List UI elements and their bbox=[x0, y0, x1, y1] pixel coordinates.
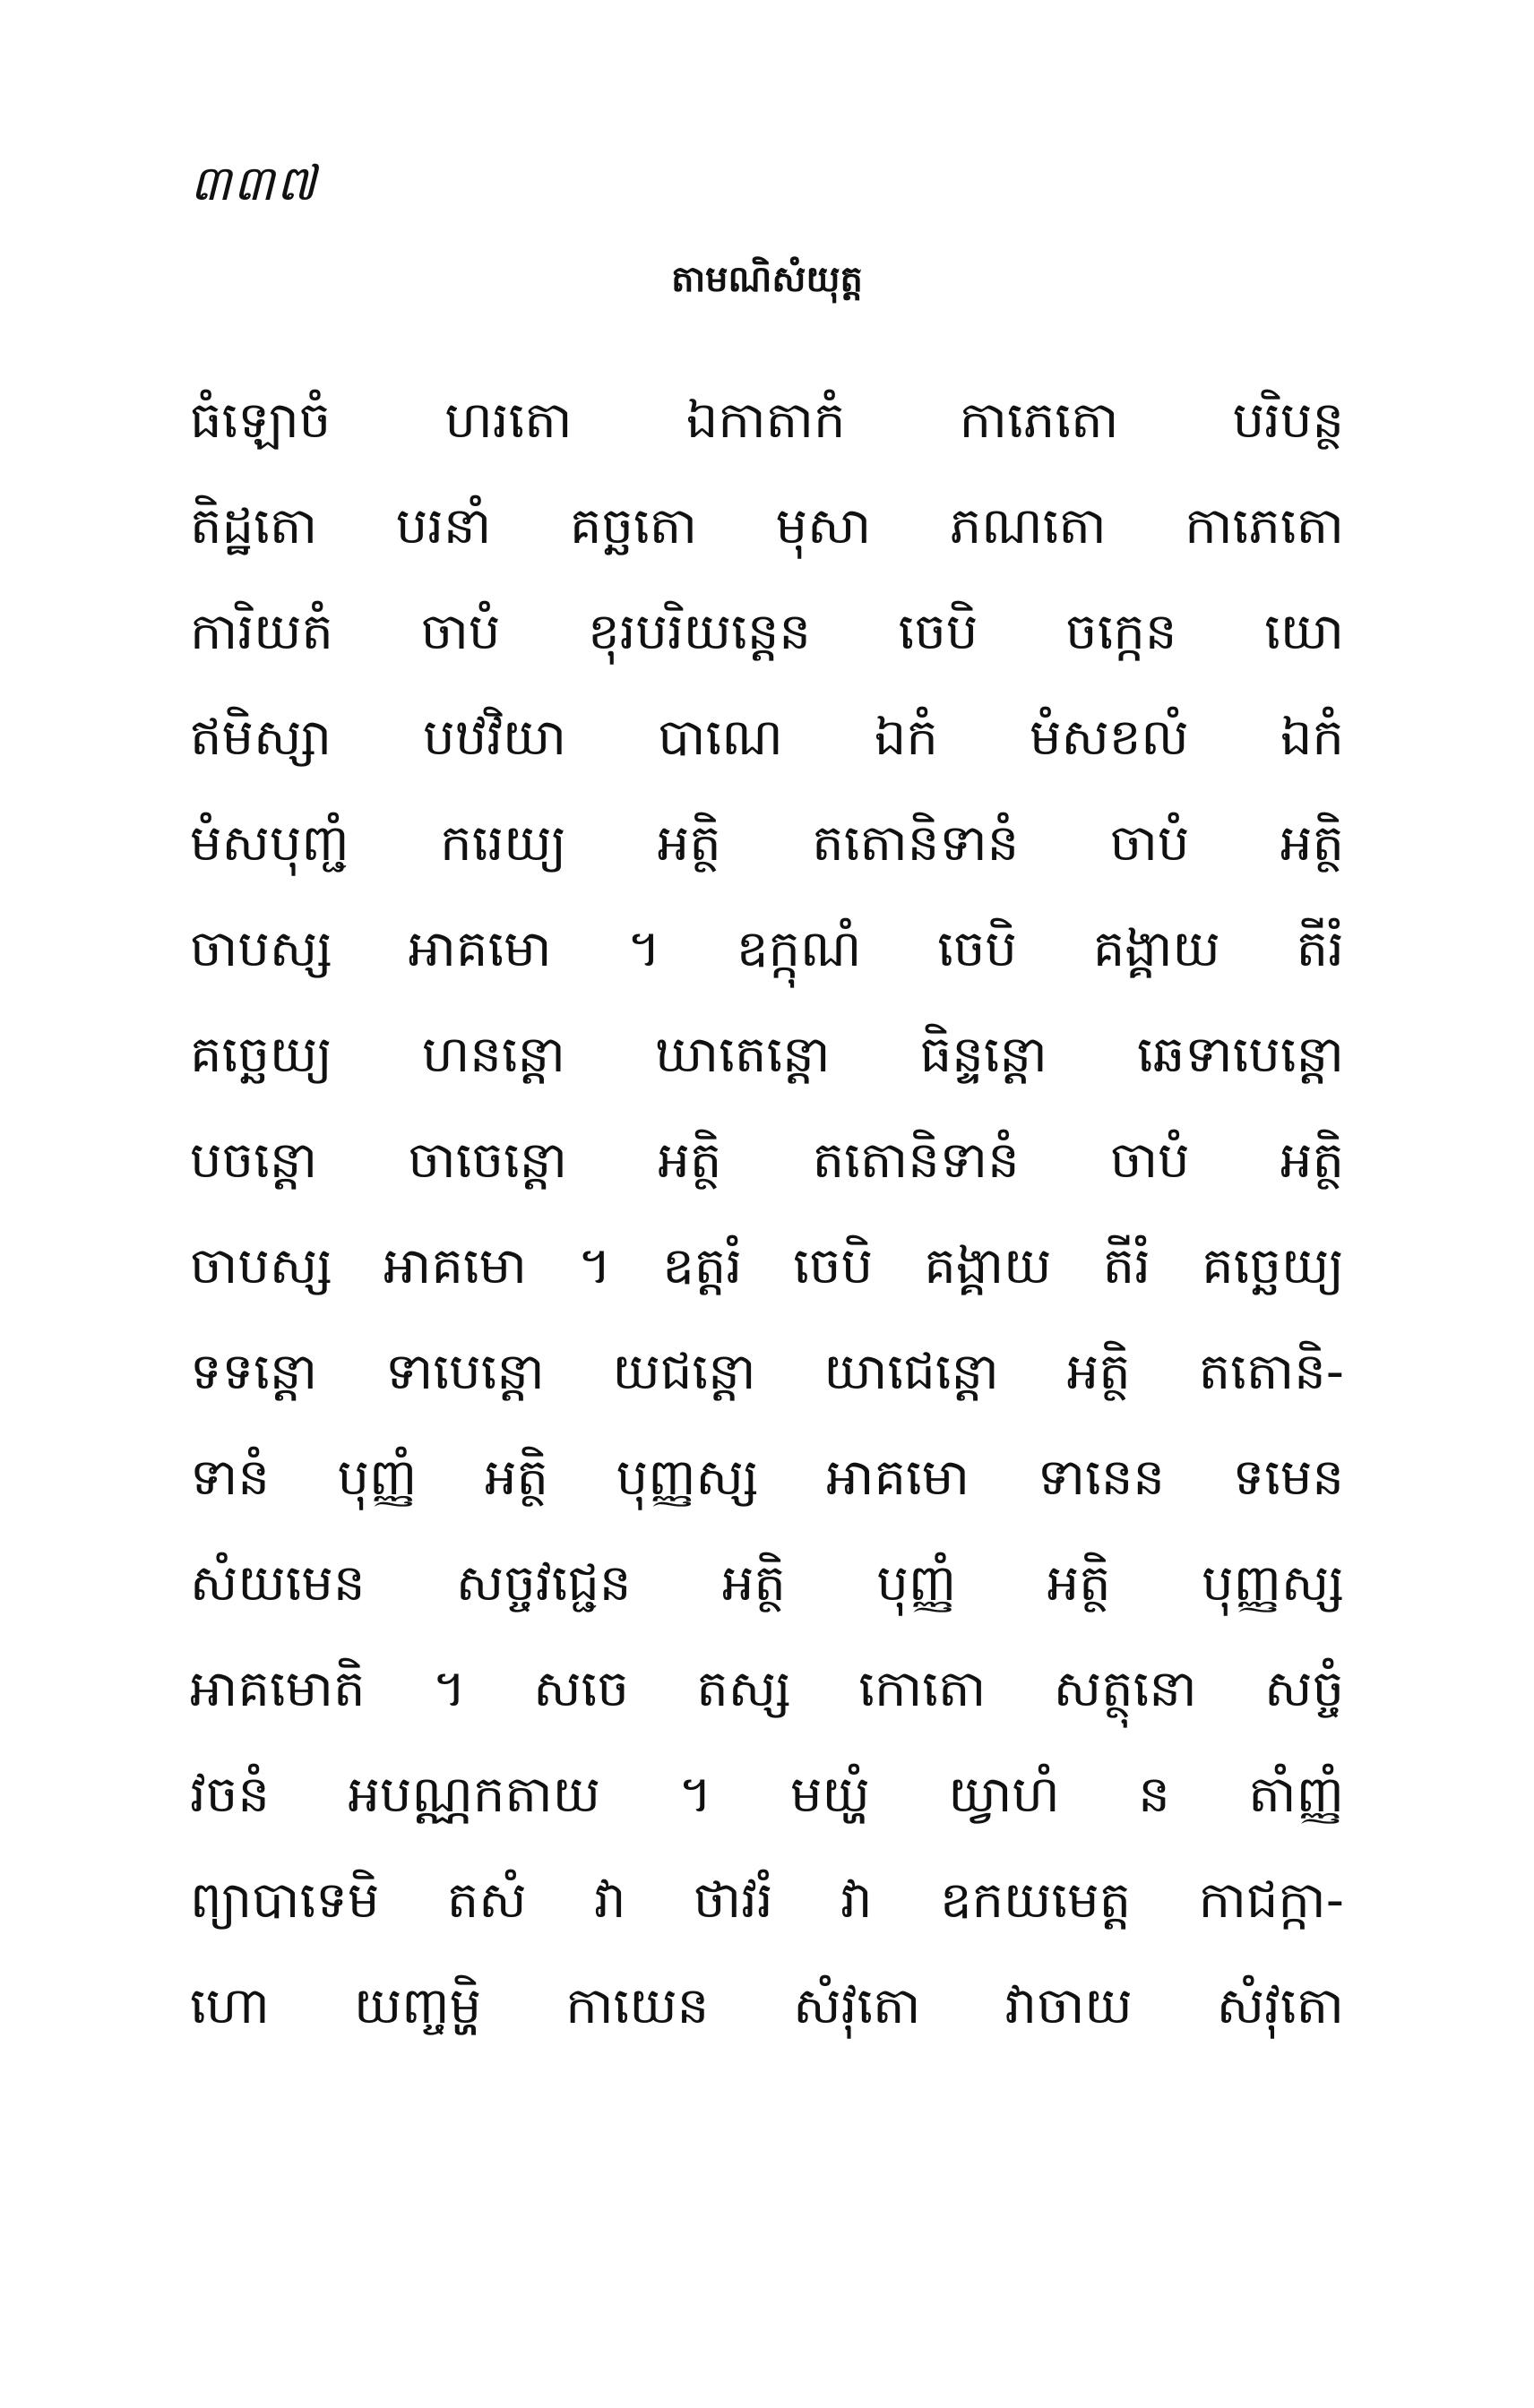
text-line bbox=[190, 658, 1344, 767]
text-line bbox=[190, 1926, 1344, 2035]
word: បុញ្ញំ bbox=[337, 1449, 418, 1507]
word: ។ bbox=[678, 1766, 712, 1824]
text-line bbox=[190, 552, 1344, 661]
text-line bbox=[190, 1292, 1344, 1401]
word: ហោ bbox=[190, 1977, 270, 2035]
word: ចាចេន្តោ bbox=[408, 1131, 568, 1190]
word: អត្ថិ bbox=[1066, 1343, 1131, 1401]
word: បុញ្ញស្ស bbox=[1202, 1554, 1344, 1612]
text-line bbox=[190, 975, 1344, 1084]
text-line bbox=[190, 1398, 1344, 1507]
word: ទាបេន្តោ bbox=[385, 1343, 545, 1401]
word: មុសា bbox=[775, 497, 872, 555]
word: ឯកាតាកំ bbox=[685, 391, 846, 450]
word: តីរំ bbox=[1296, 920, 1344, 978]
word: មយ្ហំ bbox=[789, 1766, 870, 1824]
word: កាជក្កា- bbox=[1198, 1871, 1344, 1930]
text-line bbox=[190, 446, 1344, 555]
text-line bbox=[190, 1715, 1344, 1824]
word: ន bbox=[1138, 1766, 1170, 1824]
word: វាចាយ bbox=[1004, 1977, 1133, 2035]
word: ។ bbox=[578, 1237, 612, 1295]
word: ថាវរំ bbox=[693, 1871, 773, 1930]
word: គច្ឆតោ bbox=[569, 497, 698, 555]
word: យ្វាហំ bbox=[948, 1766, 1060, 1824]
word: វចនំ bbox=[190, 1766, 270, 1824]
word: បុញ្ញំ bbox=[876, 1554, 957, 1612]
word: សំយមេន bbox=[190, 1554, 366, 1612]
text-line bbox=[190, 1609, 1344, 1718]
word: អាគមោតិ bbox=[190, 1660, 366, 1718]
word: ហរតោ bbox=[444, 391, 573, 450]
word: វា bbox=[840, 1871, 873, 1930]
word: ឆេទាបេន្តោ bbox=[1136, 1026, 1344, 1084]
word: ចេបិ bbox=[898, 603, 978, 661]
word: តីរំ bbox=[1102, 1237, 1150, 1295]
word: អត្ថិ bbox=[1280, 1131, 1344, 1190]
word: ចាបំ bbox=[1109, 814, 1190, 873]
word: ។ bbox=[627, 920, 661, 978]
word: យាជេន្តោ bbox=[823, 1343, 999, 1401]
word: អាគមោ bbox=[826, 1449, 970, 1507]
word: បាណេ bbox=[658, 709, 783, 767]
word: អត្ថិ bbox=[1047, 1554, 1111, 1612]
word: ភណតោ bbox=[949, 497, 1107, 555]
word: អាគមោ bbox=[384, 1237, 527, 1295]
word: តាំញ្ញំ bbox=[1248, 1766, 1344, 1824]
word: តិដ្ឋតោ bbox=[190, 497, 318, 555]
text-line bbox=[190, 1820, 1344, 1930]
word: ចក្កេន bbox=[1065, 603, 1177, 661]
word: អបណ្ណកតាយ bbox=[348, 1766, 601, 1824]
word: ទានេន bbox=[1037, 1449, 1165, 1507]
word: ឧកយមេត្ត bbox=[939, 1871, 1132, 1930]
word: ឯកំ bbox=[874, 709, 938, 767]
word: ចាបំ bbox=[420, 603, 501, 661]
word: យជន្តោ bbox=[612, 1343, 756, 1401]
text-line bbox=[190, 1186, 1344, 1295]
word: តតោនិទានំ bbox=[812, 814, 1020, 873]
word: បចន្តោ bbox=[190, 1131, 318, 1190]
word: តស្ស bbox=[696, 1660, 791, 1718]
word: ទទន្តោ bbox=[190, 1343, 318, 1401]
word: មំសខលំ bbox=[1030, 709, 1189, 767]
word: តតោនិទានំ bbox=[812, 1131, 1020, 1190]
word: ឧត្តរំ bbox=[662, 1237, 743, 1295]
word: ឥមិស្សា bbox=[190, 709, 332, 767]
word: អត្ថិ bbox=[657, 814, 721, 873]
word: បរនាំ bbox=[395, 497, 492, 555]
word: យោ bbox=[1264, 603, 1344, 661]
word: យញ្ចម្ហិ bbox=[353, 1977, 482, 2035]
word: ចាបស្ស bbox=[190, 1237, 332, 1295]
word: បឋវិយា bbox=[423, 709, 567, 767]
word: កោតោ bbox=[858, 1660, 987, 1718]
word: ចេបិ bbox=[937, 920, 1017, 978]
word: គង្គាយ bbox=[924, 1237, 1052, 1295]
word: ចាបំ bbox=[1109, 1131, 1190, 1190]
word: ហនន្តោ bbox=[421, 1026, 565, 1084]
word: ទមេន bbox=[1232, 1449, 1344, 1507]
word: ទានំ bbox=[190, 1449, 270, 1507]
text-line bbox=[190, 340, 1344, 450]
page-number: ៣៣៧ bbox=[190, 155, 318, 211]
word: អត្ថិ bbox=[658, 1131, 722, 1190]
running-title: តាមណិសំយុត្ត bbox=[671, 259, 863, 300]
word: ការិយតំ bbox=[190, 603, 333, 661]
word: កាភេតោ bbox=[1185, 497, 1344, 555]
word: ឧក្កុណំ bbox=[736, 920, 862, 978]
word: ធំឡោចំ bbox=[190, 391, 332, 450]
word: បុញ្ញស្ស bbox=[616, 1449, 759, 1507]
word: អាគមោ bbox=[408, 920, 552, 978]
word: ចេបិ bbox=[793, 1237, 874, 1295]
text-line bbox=[190, 763, 1344, 873]
word: សចេ bbox=[533, 1660, 629, 1718]
word: កាយេន bbox=[565, 1977, 710, 2035]
body-text bbox=[190, 340, 1344, 2035]
word: សំវុតោ bbox=[1216, 1977, 1344, 2035]
word: អត្ថិ bbox=[721, 1554, 786, 1612]
word: គង្គាយ bbox=[1092, 920, 1220, 978]
word: គច្ឆេយ្យ bbox=[1202, 1237, 1344, 1295]
text-line bbox=[190, 1080, 1344, 1190]
word: ករេយ្យ bbox=[440, 814, 567, 873]
word: សត្ថុនោ bbox=[1053, 1660, 1197, 1718]
word: ព្យាបាទេមិ bbox=[190, 1871, 380, 1930]
word: កាភេតោ bbox=[959, 391, 1119, 450]
text-line bbox=[190, 1503, 1344, 1612]
word: តសំ bbox=[446, 1871, 527, 1930]
text-line bbox=[190, 869, 1344, 978]
word: សច្ចវជ្ជេន bbox=[455, 1554, 632, 1612]
word: តតោនិ- bbox=[1198, 1343, 1344, 1401]
word: ឯកំ bbox=[1280, 709, 1344, 767]
word: ចាបស្ស bbox=[190, 920, 332, 978]
word: គច្ឆេយ្យ bbox=[190, 1026, 332, 1084]
word: អត្ថិ bbox=[484, 1449, 549, 1507]
word: វា bbox=[593, 1871, 626, 1930]
word: ។ bbox=[432, 1660, 466, 1718]
word: អត្ថិ bbox=[1280, 814, 1344, 873]
word: ឃាតេន្តោ bbox=[655, 1026, 831, 1084]
word: សច្ចំ bbox=[1264, 1660, 1344, 1718]
word: សំវុតោ bbox=[793, 1977, 921, 2035]
word: បរិបន្ថ bbox=[1232, 391, 1344, 450]
word: ធិន្ទន្តោ bbox=[919, 1026, 1047, 1084]
word: មំសបុញ្ជំ bbox=[190, 814, 349, 873]
word: ខុរបរិយន្តេន bbox=[588, 603, 811, 661]
